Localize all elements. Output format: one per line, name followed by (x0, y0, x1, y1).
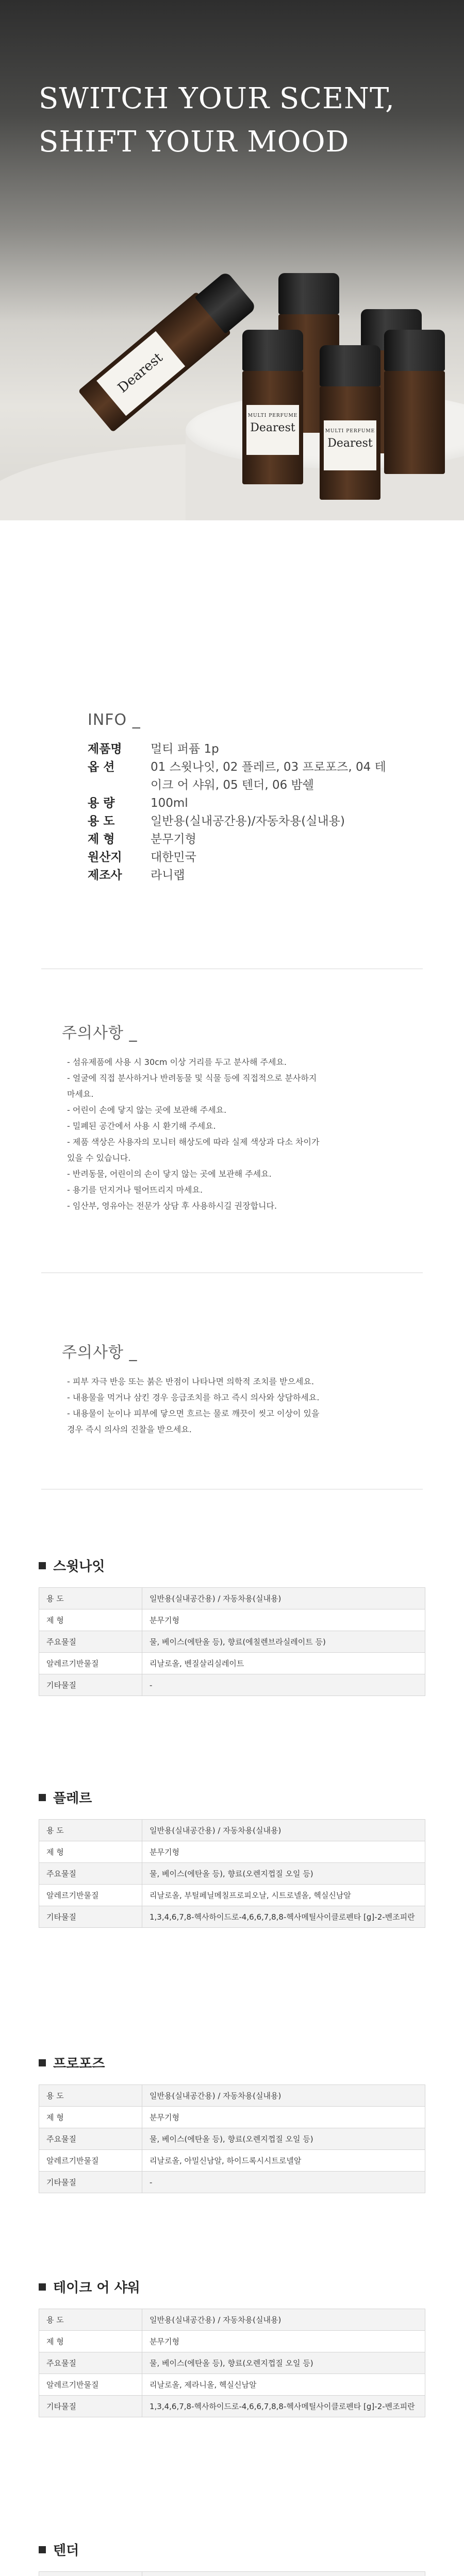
info-rows (88, 740, 397, 885)
spec-value: - (142, 2172, 425, 2193)
product-name: 테이크 어 샤워 (53, 2280, 140, 2296)
caution-list (62, 1054, 412, 1214)
spec-key: 주요물질 (39, 2352, 142, 2374)
spec-value: 일반용(실내공간용) / 자동차용(실내용) (142, 2309, 425, 2331)
spec-key: 용 도 (39, 2085, 142, 2107)
info-key: 옵 션 (88, 760, 115, 774)
spec-table (39, 2571, 425, 2576)
spec-key: 제 형 (39, 2331, 142, 2352)
product-spec-sweetnight (39, 1556, 425, 1696)
table-row (39, 1885, 425, 1906)
spec-key: 제 형 (39, 2107, 142, 2128)
info-key: 제 형 (88, 833, 115, 846)
hero-title-line2: SHIFT YOUR MOOD (39, 125, 350, 159)
square-bullet-icon (39, 2059, 46, 2066)
product-name: 텐더 (53, 2543, 79, 2558)
spec-key (39, 2572, 142, 2576)
product-name: 플레르 (53, 1791, 92, 1806)
caution-title: 주의사항 _ (62, 1344, 138, 1362)
table-row (39, 1674, 425, 1696)
bottle-brand-label: Dearest (327, 437, 373, 450)
info-row (88, 758, 397, 794)
spec-value: 물, 베이스(에탄올 등), 향료(에칠렌브라실레이트 등) (142, 1631, 425, 1653)
hero-title-line1: SWITCH YOUR SCENT, (39, 82, 395, 115)
spec-value: 물, 베이스(에탄올 등), 향료(오렌지껍질 오일 등) (142, 2352, 425, 2374)
caution-item: - 용기를 던지거나 떨어뜨리지 마세요. (67, 1185, 203, 1195)
info-section (88, 711, 397, 885)
caution-item: - 피부 자극 반응 또는 붉은 반점이 나타나면 의학적 조치를 받으세요. (67, 1377, 314, 1386)
info-key: 원산지 (88, 851, 122, 864)
spec-key: 용 도 (39, 1588, 142, 1609)
caution-item: 있을 수 있습니다. (67, 1153, 131, 1163)
spec-value: 분무기형 (142, 2331, 425, 2352)
table-row (39, 2572, 425, 2576)
spec-table (39, 1587, 425, 1696)
info-row (88, 740, 397, 758)
table-row (39, 2107, 425, 2128)
caution-item: 마세요. (67, 1089, 94, 1099)
spec-value: 리날로올, 부틸페닐메칠프로피오날, 시트로넬올, 헥실신남알 (142, 1885, 425, 1906)
spec-key: 용 도 (39, 1820, 142, 1841)
caution-item: 경우 즉시 의사의 진찰을 받으세요. (67, 1425, 192, 1434)
caution-item: - 내용물을 먹거나 삼킨 경우 응급조치를 하고 즉시 의사와 상담하세요. (67, 1393, 320, 1402)
spec-value: 분무기형 (142, 1609, 425, 1631)
spec-value: 1,3,4,6,7,8-헥사하이드로-4,6,6,7,8,8-헥사메틸사이클로펜타 [g]-2-벤조피란 (142, 2396, 425, 2417)
spec-table (39, 1819, 425, 1928)
info-value: 일반용(실내공간용)/자동차용(실내용) (151, 815, 345, 828)
spec-value: 리날로올, 벤질살리실레이트 (142, 1653, 425, 1674)
spec-key: 기타물질 (39, 1906, 142, 1928)
info-key: 용 량 (88, 796, 115, 810)
square-bullet-icon (39, 2283, 46, 2291)
spec-value: 분무기형 (142, 2107, 425, 2128)
spec-key: 제 형 (39, 1609, 142, 1631)
table-row (39, 2172, 425, 2193)
info-title: INFO _ (88, 711, 141, 729)
spec-value: - (142, 1674, 425, 1696)
info-row (88, 794, 397, 812)
info-value: 라니랩 (151, 869, 185, 882)
spec-key: 알레르기반물질 (39, 1885, 142, 1906)
caution-item: - 제품 색상은 사용자의 모니터 해상도에 따라 실제 색상과 다소 차이가 (67, 1137, 320, 1147)
info-key: 제품명 (88, 742, 122, 756)
spec-value: 리날로올, 아밀신남알, 하이드록시시트로넬알 (142, 2150, 425, 2172)
bottle-brand-label: Dearest (250, 421, 295, 434)
info-row (88, 831, 397, 849)
table-row (39, 2150, 425, 2172)
info-value: 분무기형 (151, 833, 196, 846)
caution-item: - 얼굴에 직접 분사하거나 반려동물 및 식물 등에 직접적으로 분사하지 (67, 1073, 317, 1083)
spec-value: 분무기형 (142, 1841, 425, 1863)
bottle-front-left: MULTI PERFUME Dearest (242, 330, 303, 484)
table-row (39, 1588, 425, 1609)
hero-title (39, 77, 395, 164)
spec-value: 1,3,4,6,7,8-헥사하이드로-4,6,6,7,8,8-헥사메틸사이클로펜타 [g]-2-벤조피란 (142, 1906, 425, 1928)
spec-key: 기타물질 (39, 2396, 142, 2417)
square-bullet-icon (39, 1562, 46, 1569)
table-row (39, 2331, 425, 2352)
table-row (39, 1820, 425, 1841)
spec-key: 알레르기반물질 (39, 2374, 142, 2396)
product-spec-tender (39, 2540, 425, 2576)
spec-table (39, 2084, 425, 2193)
table-row (39, 1863, 425, 1885)
table-row (39, 2128, 425, 2150)
spec-value: 물, 베이스(에탄올 등), 향료(오렌지껍질 오일 등) (142, 1863, 425, 1885)
table-row (39, 1653, 425, 1674)
caution-list (62, 1374, 412, 1437)
table-row (39, 2374, 425, 2396)
spec-value: 일반용(실내공간용) / 자동차용(실내용) (142, 1820, 425, 1841)
square-bullet-icon (39, 2546, 46, 2553)
spec-key: 기타물질 (39, 2172, 142, 2193)
product-name: 프로포즈 (53, 2056, 105, 2072)
spec-table (39, 2309, 425, 2417)
bottle-front-right (384, 330, 445, 474)
table-row (39, 1906, 425, 1928)
spec-key: 알레르기반물질 (39, 2150, 142, 2172)
bottle-brand-label: Dearest (96, 331, 185, 416)
table-row (39, 1631, 425, 1653)
info-value: 멀티 퍼퓸 1p (151, 742, 219, 756)
caution-item: - 내용물이 눈이나 피부에 닿으면 흐르는 물로 깨끗이 씻고 이상이 있을 (67, 1409, 320, 1418)
info-row (88, 849, 397, 867)
spec-value: 물, 베이스(에탄올 등), 향료(오렌지껍질 오일 등) (142, 2128, 425, 2150)
spec-key: 주요물질 (39, 1631, 142, 1653)
spec-value: 일반용(실내공간용) / 자동차용(실내용) (142, 2085, 425, 2107)
table-row (39, 1609, 425, 1631)
info-value: 대한민국 (151, 851, 196, 864)
spec-value (142, 2572, 425, 2576)
spec-key: 기타물질 (39, 1674, 142, 1696)
square-bullet-icon (39, 1794, 46, 1801)
table-row (39, 2396, 425, 2417)
product-spec-take-a-shower (39, 2277, 425, 2417)
info-value: 100ml (151, 796, 188, 810)
spec-value: 일반용(실내공간용) / 자동차용(실내용) (142, 1588, 425, 1609)
caution-item: - 반려동물, 어린이의 손이 닿지 않는 곳에 보관해 주세요. (67, 1169, 272, 1179)
spec-key: 제 형 (39, 1841, 142, 1863)
info-value: 01 스윗나잇, 02 플레르, 03 프로포즈, 04 테이크 어 샤워, 05 텐더, 06 밤쉘 (151, 760, 386, 792)
spec-key: 주요물질 (39, 1863, 142, 1885)
info-key: 제조사 (88, 869, 122, 882)
bottle-front-center: MULTI PERFUME Dearest (320, 345, 380, 500)
caution-section-1 (62, 1020, 412, 1214)
spec-key: 알레르기반물질 (39, 1653, 142, 1674)
caution-item: - 임산부, 영유아는 전문가 상담 후 사용하시길 권장합니다. (67, 1201, 277, 1211)
table-row (39, 1841, 425, 1863)
info-row (88, 867, 397, 885)
spec-value: 리날로올, 제라니올, 헥실신남알 (142, 2374, 425, 2396)
table-row (39, 2085, 425, 2107)
product-spec-propose (39, 2053, 425, 2193)
caution-item: - 섬유제품에 사용 시 30cm 이상 거리를 두고 분사해 주세요. (67, 1057, 287, 1067)
caution-section-2 (62, 1340, 412, 1437)
spec-key: 용 도 (39, 2309, 142, 2331)
product-name: 스윗나잇 (53, 1559, 105, 1574)
table-row (39, 2352, 425, 2374)
product-spec-fleur (39, 1788, 425, 1928)
caution-title: 주의사항 _ (62, 1024, 138, 1042)
hero-banner (0, 0, 464, 520)
spec-key: 주요물질 (39, 2128, 142, 2150)
caution-item: - 어린이 손에 닿지 않는 곳에 보관해 주세요. (67, 1105, 227, 1115)
info-key: 용 도 (88, 815, 115, 828)
table-row (39, 2309, 425, 2331)
caution-item: - 밀폐된 공간에서 사용 시 환기해 주세요. (67, 1121, 216, 1131)
info-row (88, 812, 397, 831)
